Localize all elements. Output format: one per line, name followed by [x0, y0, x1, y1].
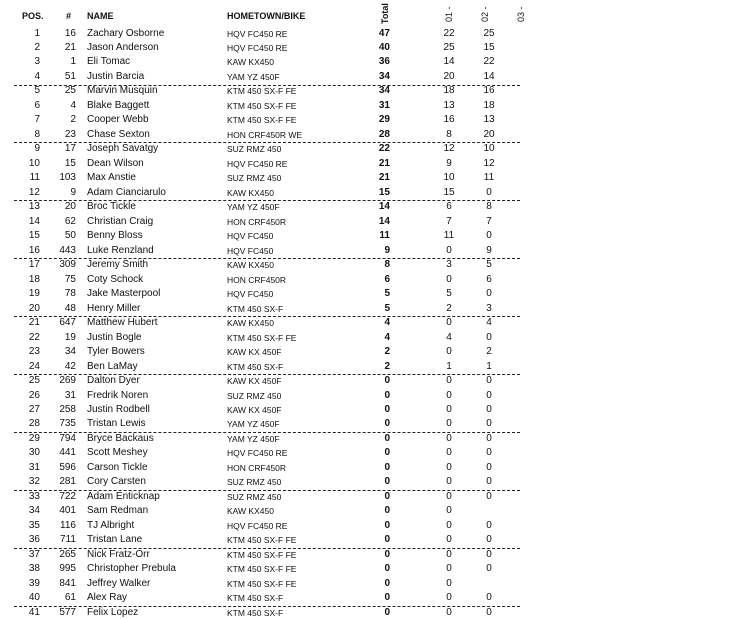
moto-2-points-cell: 13 [483, 114, 495, 126]
total-points-cell: 11 [379, 230, 390, 242]
moto-1-points-cell: 0 [446, 418, 452, 430]
moto-1-points-cell: 20 [443, 70, 455, 82]
number-cell: 23 [64, 128, 76, 140]
moto-2-points-cell: 22 [483, 56, 495, 68]
rider-name-cell: Henry Miller [87, 302, 141, 314]
position-cell: 5 [34, 85, 40, 97]
bike-cell: HQV FC450 RE [227, 42, 288, 53]
moto-2-points-cell: 0 [486, 288, 492, 300]
moto-1-points-cell: 5 [446, 288, 452, 300]
rider-name-cell: Tristan Lewis [87, 418, 146, 430]
position-cell: 15 [28, 230, 40, 242]
rider-name-cell: Scott Meshey [87, 447, 148, 459]
number-cell: 17 [64, 143, 76, 155]
rider-name-cell: Benny Bloss [87, 230, 143, 242]
bike-cell: KAW KX450 [227, 187, 274, 198]
bike-cell: KTM 450 SX-F [227, 593, 284, 604]
position-cell: 2 [34, 41, 40, 53]
moto-2-points-cell: 2 [486, 346, 492, 358]
moto-1-points-cell: 25 [443, 41, 455, 53]
moto-2-points-cell: 0 [486, 563, 492, 575]
bike-cell: SUZ RMZ 450 [227, 173, 282, 184]
moto-1-points-cell: 0 [446, 606, 452, 618]
position-cell: 3 [34, 56, 40, 68]
position-cell: 22 [28, 331, 40, 343]
header-moto-3: 03 - [516, 6, 526, 22]
position-cell: 38 [28, 563, 40, 575]
number-cell: 21 [64, 41, 76, 53]
position-cell: 9 [34, 143, 40, 155]
header-moto-1: 01 - [444, 6, 454, 22]
bike-cell: YAM YZ 450F [227, 419, 280, 430]
moto-1-points-cell: 0 [446, 403, 452, 415]
header-pos: POS. [22, 11, 44, 21]
bike-cell: HQV FC450 [227, 245, 274, 256]
moto-1-points-cell: 0 [446, 519, 452, 531]
rider-name-cell: Marvin Musquin [87, 85, 158, 97]
total-points-cell: 2 [384, 360, 390, 372]
bike-cell: HON CRF450R [227, 216, 287, 227]
rider-name-cell: Carson Tickle [87, 461, 148, 473]
moto-2-points-cell: 0 [486, 432, 492, 444]
number-cell: 2 [70, 114, 76, 126]
number-cell: 4 [70, 99, 76, 111]
bike-cell: YAM YZ 450F [227, 433, 280, 444]
rider-name-cell: Cory Carsten [87, 476, 146, 488]
position-cell: 10 [28, 157, 40, 169]
moto-1-points-cell: 0 [446, 273, 452, 285]
number-cell: 31 [64, 389, 76, 401]
bike-cell: SUZ RMZ 450 [227, 144, 282, 155]
number-cell: 596 [59, 461, 76, 473]
moto-1-points-cell: 0 [446, 447, 452, 459]
bike-cell: HON CRF450R [227, 274, 287, 285]
number-cell: 711 [60, 534, 76, 546]
position-cell: 39 [28, 577, 40, 589]
moto-2-points-cell: 0 [486, 548, 492, 560]
total-points-cell: 8 [384, 259, 390, 271]
bike-cell: KTM 450 SX-F FE [227, 578, 297, 589]
number-cell: 269 [59, 375, 76, 387]
moto-1-points-cell: 0 [446, 592, 452, 604]
total-points-cell: 6 [384, 273, 390, 285]
moto-1-points-cell: 0 [446, 389, 452, 401]
moto-2-points-cell: 20 [483, 128, 495, 140]
number-cell: 995 [59, 563, 76, 575]
moto-2-points-cell: 0 [486, 447, 492, 459]
total-points-cell: 0 [384, 606, 390, 618]
bike-cell: KTM 450 SX-F FE [227, 100, 297, 111]
number-cell: 15 [64, 157, 76, 169]
moto-1-points-cell: 0 [446, 432, 452, 444]
number-cell: 794 [59, 432, 76, 444]
bike-cell: SUZ RMZ 450 [227, 491, 282, 502]
total-points-cell: 0 [384, 476, 390, 488]
rider-name-cell: Nick Fratz-Orr [87, 548, 150, 560]
position-cell: 4 [34, 70, 40, 82]
rider-name-cell: Cooper Webb [87, 114, 149, 126]
number-cell: 61 [64, 592, 76, 604]
bike-cell: KAW KX 450F [227, 347, 282, 358]
position-cell: 26 [28, 389, 40, 401]
moto-1-points-cell: 0 [446, 563, 452, 575]
total-points-cell: 0 [384, 375, 390, 387]
number-cell: 1 [70, 56, 76, 68]
bike-cell: HQV FC450 [227, 289, 274, 300]
number-cell: 42 [64, 360, 76, 372]
bike-cell: KTM 450 SX-F [227, 607, 284, 618]
total-points-cell: 29 [378, 114, 390, 126]
moto-1-points-cell: 2 [446, 302, 452, 314]
position-cell: 13 [28, 201, 40, 213]
rider-name-cell: Justin Bogle [87, 331, 142, 343]
rider-name-cell: Jeffrey Walker [87, 577, 151, 589]
position-cell: 41 [28, 606, 40, 618]
position-cell: 8 [34, 128, 40, 140]
total-points-cell: 47 [378, 27, 390, 39]
number-cell: 441 [59, 447, 76, 459]
moto-2-points-cell: 0 [486, 534, 492, 546]
position-cell: 11 [29, 172, 40, 184]
total-points-cell: 0 [384, 461, 390, 473]
number-cell: 62 [64, 215, 76, 227]
position-cell: 23 [28, 346, 40, 358]
moto-2-points-cell: 0 [486, 230, 492, 242]
bike-cell: HQV FC450 [227, 231, 274, 242]
moto-1-points-cell: 13 [443, 99, 455, 111]
total-points-cell: 0 [384, 505, 390, 517]
number-cell: 309 [59, 259, 76, 271]
moto-1-points-cell: 22 [443, 27, 455, 39]
total-points-cell: 36 [378, 56, 390, 68]
rider-name-cell: Max Anstie [87, 172, 136, 184]
moto-2-points-cell: 16 [483, 85, 495, 97]
moto-1-points-cell: 10 [443, 172, 455, 184]
rider-name-cell: Justin Rodbell [87, 403, 150, 415]
total-points-cell: 4 [384, 317, 390, 329]
moto-2-points-cell: 8 [486, 201, 492, 213]
bike-cell: KTM 450 SX-F FE [227, 86, 297, 97]
moto-2-points-cell: 4 [486, 317, 492, 329]
number-cell: 25 [64, 85, 76, 97]
moto-2-points-cell: 0 [486, 331, 492, 343]
total-points-cell: 28 [378, 128, 390, 140]
rider-name-cell: Zachary Osborne [87, 27, 165, 39]
moto-2-points-cell: 12 [483, 157, 495, 169]
position-cell: 36 [28, 534, 40, 546]
moto-2-points-cell: 25 [483, 27, 495, 39]
moto-2-points-cell: 5 [486, 259, 492, 271]
number-cell: 647 [59, 317, 76, 329]
moto-1-points-cell: 0 [446, 505, 452, 517]
rider-name-cell: Matthew Hubert [87, 317, 158, 329]
position-cell: 28 [28, 418, 40, 430]
moto-1-points-cell: 0 [446, 461, 452, 473]
rider-name-cell: Justin Barcia [87, 70, 145, 82]
bike-cell: KTM 450 SX-F [227, 303, 284, 314]
bike-cell: KTM 450 SX-F [227, 361, 284, 372]
moto-1-points-cell: 0 [446, 244, 452, 256]
total-points-cell: 0 [384, 548, 390, 560]
number-cell: 48 [64, 302, 76, 314]
bike-cell: HQV FC450 RE [227, 28, 288, 39]
bike-cell: KAW KX450 [227, 318, 274, 329]
position-cell: 30 [28, 447, 40, 459]
rider-name-cell: Adam Cianciarulo [87, 186, 166, 198]
moto-2-points-cell: 15 [483, 41, 495, 53]
bike-cell: KAW KX 450F [227, 376, 282, 387]
total-points-cell: 14 [378, 201, 390, 213]
moto-1-points-cell: 11 [443, 230, 455, 242]
number-cell: 281 [59, 476, 76, 488]
rider-name-cell: Jeremy Smith [87, 259, 149, 271]
number-cell: 20 [64, 201, 76, 213]
moto-2-points-cell: 0 [486, 403, 492, 415]
position-cell: 24 [28, 360, 40, 372]
moto-2-points-cell: 0 [486, 418, 492, 430]
moto-2-points-cell: 0 [486, 519, 492, 531]
moto-2-points-cell: 1 [486, 360, 492, 372]
number-cell: 722 [59, 490, 76, 502]
number-cell: 258 [59, 403, 76, 415]
header-name: NAME [87, 11, 114, 21]
rider-name-cell: Luke Renzland [87, 244, 154, 256]
total-points-cell: 0 [384, 403, 390, 415]
moto-1-points-cell: 8 [446, 128, 452, 140]
position-cell: 21 [28, 317, 40, 329]
total-points-cell: 5 [384, 288, 390, 300]
moto-1-points-cell: 0 [446, 490, 452, 502]
total-points-cell: 34 [378, 70, 390, 82]
moto-1-points-cell: 4 [446, 331, 452, 343]
moto-2-points-cell: 0 [486, 186, 492, 198]
number-cell: 9 [70, 186, 76, 198]
moto-2-points-cell: 0 [486, 606, 492, 618]
total-points-cell: 0 [384, 534, 390, 546]
rider-name-cell: Tyler Bowers [87, 346, 145, 358]
rider-name-cell: Adam Enticknap [87, 490, 160, 502]
moto-1-points-cell: 1 [446, 360, 452, 372]
bike-cell: YAM YZ 450F [227, 202, 280, 213]
rider-name-cell: Broc Tickle [87, 201, 136, 213]
bike-cell: HQV FC450 RE [227, 520, 288, 531]
total-points-cell: 0 [384, 519, 390, 531]
position-cell: 34 [28, 505, 40, 517]
rider-name-cell: Eli Tomac [87, 56, 131, 68]
rider-name-cell: Ben LaMay [87, 360, 138, 372]
moto-1-points-cell: 0 [446, 548, 452, 560]
rider-name-cell: Joseph Savatgy [87, 143, 159, 155]
moto-2-points-cell: 0 [486, 375, 492, 387]
bike-cell: KAW KX 450F [227, 404, 282, 415]
total-points-cell: 21 [378, 172, 390, 184]
moto-2-points-cell: 0 [486, 461, 492, 473]
total-points-cell: 22 [378, 143, 390, 155]
number-cell: 34 [64, 346, 76, 358]
moto-2-points-cell: 3 [486, 302, 492, 314]
position-cell: 19 [28, 288, 40, 300]
rider-name-cell: Christian Craig [87, 215, 154, 227]
total-points-cell: 14 [378, 215, 390, 227]
header-hometown-bike: HOMETOWN/BIKE [227, 11, 306, 21]
moto-2-points-cell: 14 [483, 70, 495, 82]
moto-2-points-cell: 11 [483, 172, 495, 184]
header-moto-2: 02 - [480, 6, 490, 22]
position-cell: 18 [28, 273, 40, 285]
total-points-cell: 9 [384, 244, 390, 256]
position-cell: 16 [28, 244, 40, 256]
bike-cell: KTM 450 SX-F FE [227, 332, 297, 343]
number-cell: 577 [59, 606, 76, 618]
total-points-cell: 0 [384, 418, 390, 430]
rider-name-cell: Fredrik Noren [87, 389, 149, 401]
total-points-cell: 0 [384, 563, 390, 575]
total-points-cell: 2 [384, 346, 390, 358]
bike-cell: KAW KX450 [227, 260, 274, 271]
moto-1-points-cell: 0 [446, 346, 452, 358]
moto-2-points-cell: 0 [486, 490, 492, 502]
bike-cell: KTM 450 SX-F FE [227, 549, 297, 560]
rider-name-cell: Dean Wilson [87, 157, 144, 169]
rider-name-cell: Blake Baggett [87, 99, 150, 111]
position-cell: 14 [28, 215, 40, 227]
moto-1-points-cell: 15 [443, 186, 455, 198]
number-cell: 103 [59, 172, 76, 184]
bike-cell: KAW KX450 [227, 57, 274, 68]
position-cell: 37 [28, 548, 40, 560]
bike-cell: SUZ RMZ 450 [227, 390, 282, 401]
moto-1-points-cell: 7 [446, 215, 452, 227]
rider-name-cell: TJ Albright [87, 519, 135, 531]
moto-2-points-cell: 7 [486, 215, 492, 227]
rider-name-cell: Alex Ray [87, 592, 128, 604]
rider-name-cell: Tristan Lane [87, 534, 143, 546]
moto-1-points-cell: 12 [443, 143, 455, 155]
rider-name-cell: Dalton Dyer [87, 375, 140, 387]
number-cell: 735 [59, 418, 76, 430]
number-cell: 78 [64, 288, 76, 300]
total-points-cell: 0 [384, 490, 390, 502]
total-points-cell: 15 [378, 186, 390, 198]
position-cell: 25 [28, 375, 40, 387]
rider-name-cell: Jason Anderson [87, 41, 159, 53]
bike-cell: KTM 450 SX-F FE [227, 115, 297, 126]
bike-cell: KAW KX450 [227, 506, 274, 517]
moto-1-points-cell: 6 [446, 201, 452, 213]
position-cell: 31 [28, 461, 40, 473]
moto-2-points-cell: 0 [486, 476, 492, 488]
moto-1-points-cell: 0 [446, 476, 452, 488]
rider-name-cell: Christopher Prebula [87, 563, 176, 575]
number-cell: 116 [60, 519, 76, 531]
moto-2-points-cell: 9 [486, 244, 492, 256]
number-cell: 51 [64, 70, 76, 82]
number-cell: 75 [64, 273, 76, 285]
position-cell: 12 [28, 186, 40, 198]
number-cell: 265 [59, 548, 76, 560]
moto-1-points-cell: 14 [443, 56, 455, 68]
position-cell: 32 [28, 476, 40, 488]
number-cell: 50 [64, 230, 76, 242]
bike-cell: HQV FC450 RE [227, 158, 288, 169]
rider-name-cell: Bryce Backaus [87, 432, 154, 444]
number-cell: 19 [64, 331, 76, 343]
moto-2-points-cell: 0 [486, 389, 492, 401]
position-cell: 6 [34, 99, 40, 111]
moto-1-points-cell: 9 [446, 157, 452, 169]
header-total: Total [380, 3, 390, 24]
rider-name-cell: Chase Sexton [87, 128, 150, 140]
bike-cell: KTM 450 SX-F FE [227, 535, 297, 546]
total-points-cell: 0 [384, 389, 390, 401]
rider-name-cell: Felix Lopez [87, 606, 139, 618]
header-number: # [66, 11, 72, 21]
total-points-cell: 5 [384, 302, 390, 314]
position-cell: 17 [28, 259, 40, 271]
rider-name-cell: Coty Schock [87, 273, 144, 285]
moto-2-points-cell: 6 [486, 273, 492, 285]
total-points-cell: 0 [384, 577, 390, 589]
total-points-cell: 0 [384, 432, 390, 444]
total-points-cell: 0 [384, 447, 390, 459]
position-cell: 35 [28, 519, 40, 531]
total-points-cell: 31 [378, 99, 390, 111]
rider-name-cell: Jake Masterpool [87, 288, 161, 300]
position-cell: 27 [28, 403, 40, 415]
moto-1-points-cell: 0 [446, 375, 452, 387]
moto-1-points-cell: 0 [446, 317, 452, 329]
total-points-cell: 40 [378, 41, 390, 53]
moto-2-points-cell: 10 [483, 143, 495, 155]
position-cell: 29 [28, 432, 40, 444]
position-cell: 33 [28, 490, 40, 502]
total-points-cell: 21 [378, 157, 390, 169]
moto-1-points-cell: 18 [443, 85, 455, 97]
total-points-cell: 4 [384, 331, 390, 343]
bike-cell: KTM 450 SX-F FE [227, 564, 297, 575]
moto-1-points-cell: 16 [443, 114, 455, 126]
number-cell: 841 [59, 577, 76, 589]
bike-cell: HON CRF450R [227, 462, 287, 473]
bike-cell: YAM YZ 450F [227, 71, 280, 82]
rider-name-cell: Sam Redman [87, 505, 149, 517]
total-points-cell: 34 [378, 85, 390, 97]
moto-2-points-cell: 0 [486, 592, 492, 604]
bike-cell: HQV FC450 RE [227, 448, 288, 459]
position-cell: 40 [28, 592, 40, 604]
position-cell: 1 [34, 27, 40, 39]
position-cell: 7 [34, 114, 40, 126]
total-points-cell: 0 [384, 592, 390, 604]
moto-2-points-cell: 18 [483, 99, 495, 111]
bike-cell: HON CRF450R WE [227, 129, 303, 140]
number-cell: 443 [59, 244, 76, 256]
bike-cell: SUZ RMZ 450 [227, 477, 282, 488]
number-cell: 401 [59, 505, 76, 517]
position-cell: 20 [28, 302, 40, 314]
number-cell: 16 [64, 27, 76, 39]
moto-1-points-cell: 0 [446, 534, 452, 546]
moto-1-points-cell: 3 [446, 259, 452, 271]
moto-1-points-cell: 0 [446, 577, 452, 589]
